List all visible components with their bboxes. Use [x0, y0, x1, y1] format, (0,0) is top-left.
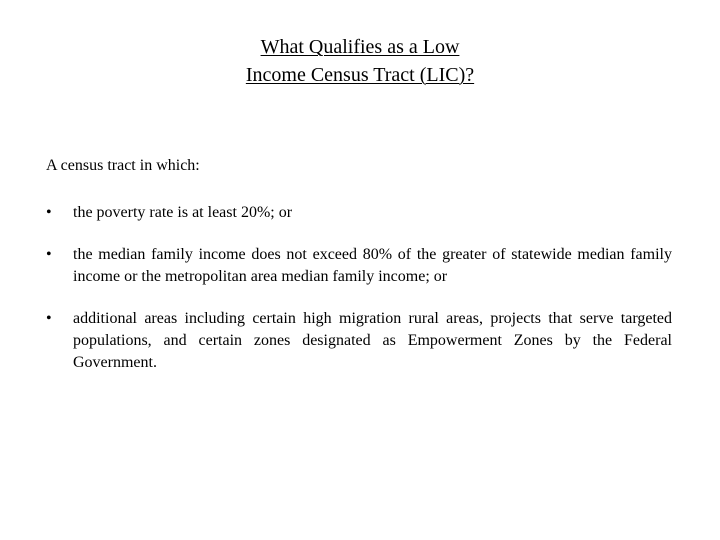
criteria-text: additional areas including certain high migration rural areas, projects that serve targeted populations, and certain zones designated as Empowerment Zones by the Federal Government. — [73, 310, 672, 371]
bullet-icon: • — [46, 246, 52, 263]
criteria-list — [46, 202, 672, 374]
title-line-1: What Qualifies as a Low — [260, 36, 460, 58]
slide-title — [0, 33, 720, 89]
criteria-item-poverty-rate — [46, 202, 672, 224]
bullet-icon: • — [46, 310, 52, 327]
criteria-item-median-income — [46, 244, 672, 288]
title-line-2: Income Census Tract (LIC)? — [245, 64, 475, 86]
intro-text: A census tract in which: — [46, 157, 200, 174]
criteria-text: the median family income does not exceed 80% of the greater of statewide median family income or the metropolitan area median family income; or — [73, 246, 672, 285]
criteria-item-additional-areas — [46, 308, 672, 374]
bullet-icon: • — [46, 204, 52, 221]
criteria-text: the poverty rate is at least 20%; or — [73, 204, 293, 221]
